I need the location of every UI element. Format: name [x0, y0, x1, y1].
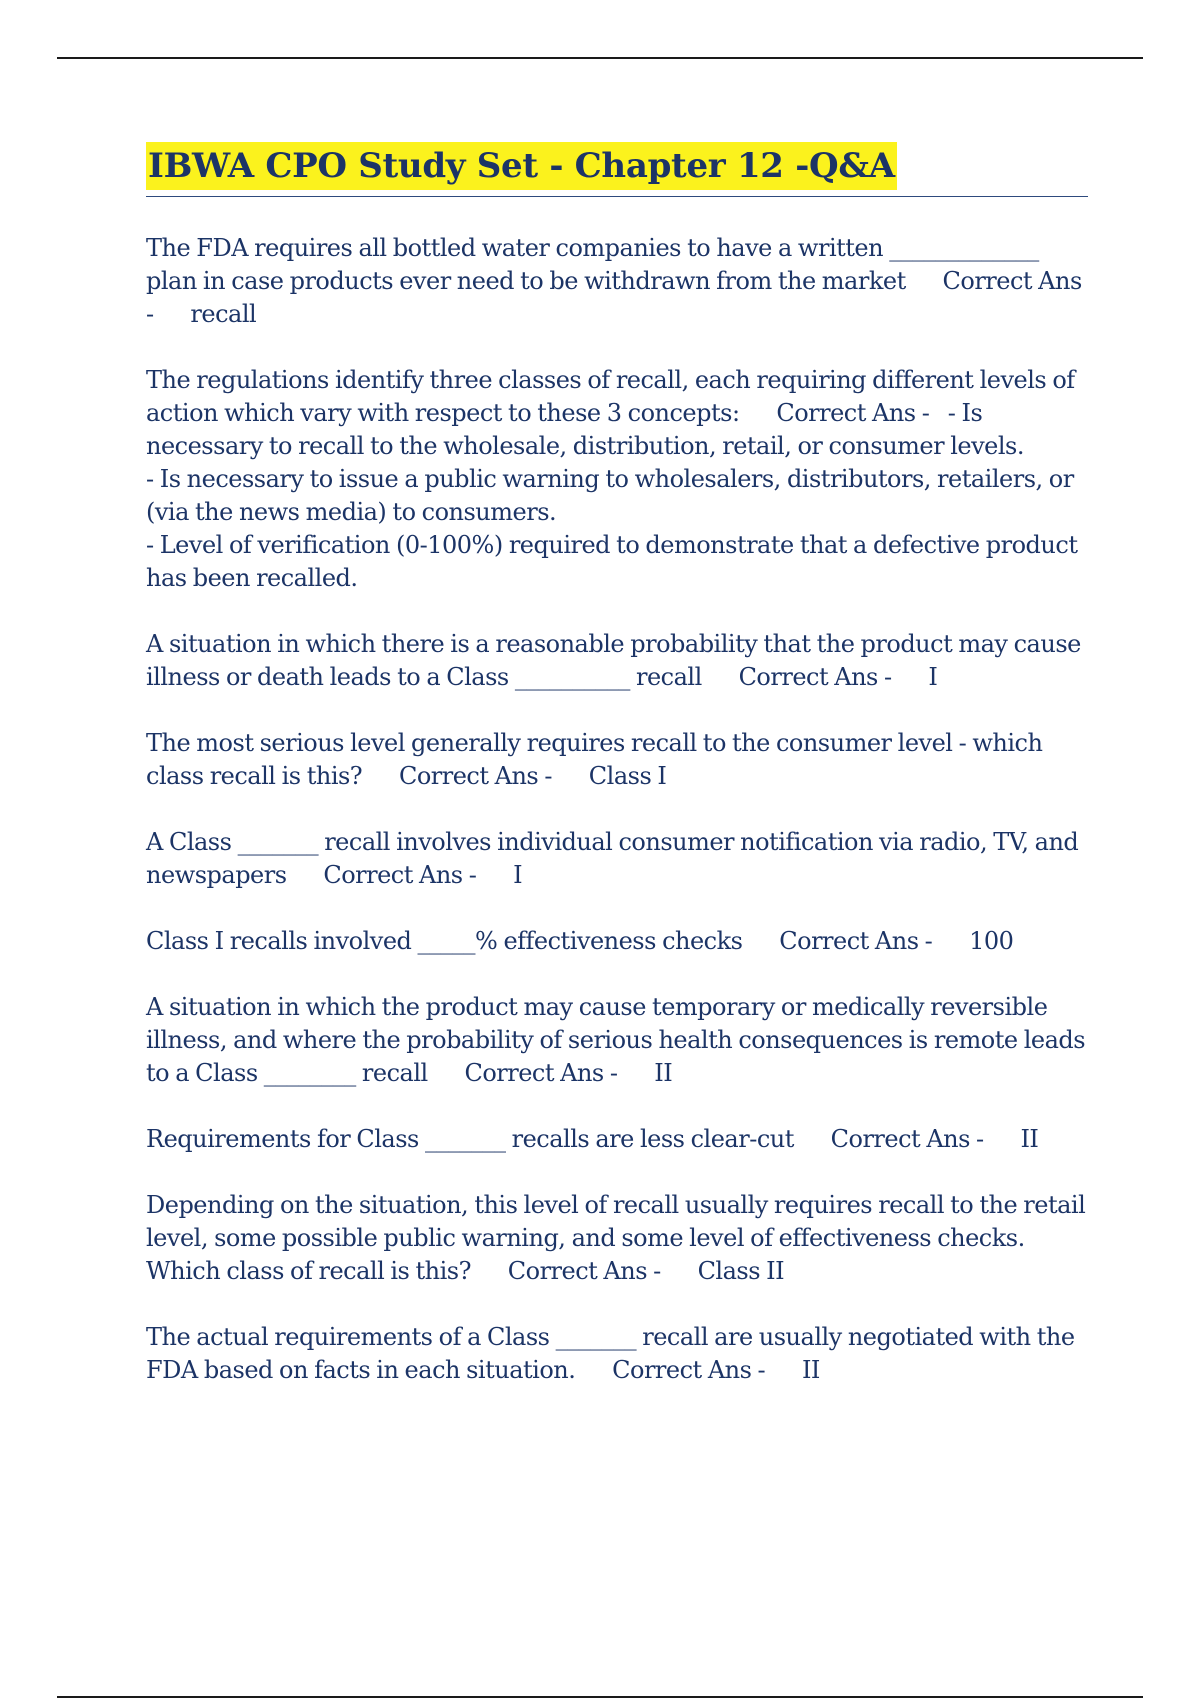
qa-question: The FDA requires all bottled water companies to have a written _____________ plan in case products ever need to be withdrawn from the market — [146, 234, 1045, 295]
qa-answer-label: Correct Ans - — [323, 861, 477, 889]
qa-answer: I — [928, 663, 938, 691]
qa-question: The most serious level generally requires recall to the consumer level - which class recall is this? — [146, 729, 1049, 790]
qa-question: The regulations identify three classes of recall, each requiring different levels of action which vary with respect to these 3 concepts: — [146, 366, 1081, 427]
qa-question: A Class _______ recall involves individual consumer notification via radio, TV, and newspapers — [146, 828, 1085, 889]
qa-answer: II — [801, 1356, 820, 1384]
qa-answer: 100 — [969, 927, 1014, 955]
qa-item — [146, 727, 1086, 793]
qa-answer: I — [513, 861, 523, 889]
qa-list — [146, 232, 1092, 1420]
qa-answer-label: Correct Ans - — [830, 1125, 984, 1153]
qa-answer-label: Correct Ans - — [738, 663, 892, 691]
qa-answer-label: Correct Ans - — [612, 1356, 766, 1384]
qa-answer-label: Correct Ans - — [398, 762, 552, 790]
qa-item — [146, 628, 1086, 694]
qa-item — [146, 925, 1086, 958]
qa-question: A situation in which there is a reasonable probability that the product may cause illness or death leads to a Class __________ recall — [146, 630, 1087, 691]
qa-answer: II — [654, 1059, 673, 1087]
qa-answer-label: Correct Ans - — [507, 1257, 661, 1285]
page-top-rule — [57, 57, 1143, 59]
qa-question: A situation in which the product may cause temporary or medically reversible illness, and where the probability of serious health consequences is remote leads to a Class ________ recall — [146, 993, 1092, 1087]
qa-item — [146, 1123, 1086, 1156]
qa-answer: - Is necessary to recall to the wholesale, distribution, retail, or consumer levels. - Is necessary to issue a public warning to wholesalers, distributors, retailers, or (via the news media) to consumers. - Level of verification (0-100%) required to demonstrate that a defective product has been recalled. — [146, 399, 1078, 592]
qa-item — [146, 1189, 1092, 1288]
qa-answer-label: Correct Ans - — [779, 927, 933, 955]
page-bottom-rule — [57, 1696, 1143, 1698]
qa-item — [146, 364, 1086, 595]
qa-answer: Class I — [588, 762, 667, 790]
qa-answer: recall — [190, 300, 257, 328]
qa-question: The actual requirements of a Class _______ recall are usually negotiated with the FDA based on facts in each situation. — [146, 1323, 1081, 1384]
document-title: IBWA CPO Study Set - Chapter 12 -Q&A — [146, 142, 897, 190]
qa-question: Class I recalls involved _____% effectiveness checks — [146, 927, 743, 955]
qa-item — [146, 826, 1086, 892]
qa-answer: II — [1020, 1125, 1039, 1153]
qa-item — [146, 1321, 1086, 1387]
qa-answer: Class II — [697, 1257, 785, 1285]
qa-item — [146, 232, 1086, 331]
qa-answer-label: Correct Ans - — [776, 399, 930, 427]
qa-question: Requirements for Class _______ recalls are less clear-cut — [146, 1125, 794, 1153]
title-block — [146, 142, 1088, 197]
qa-answer-label: Correct Ans - — [146, 267, 1088, 328]
qa-question: Depending on the situation, this level of recall usually requires recall to the retail level, some possible public warning, and some level of effectiveness checks. Which class of recall is this? — [146, 1191, 1092, 1285]
qa-item — [146, 991, 1092, 1090]
qa-answer-label: Correct Ans - — [464, 1059, 618, 1087]
